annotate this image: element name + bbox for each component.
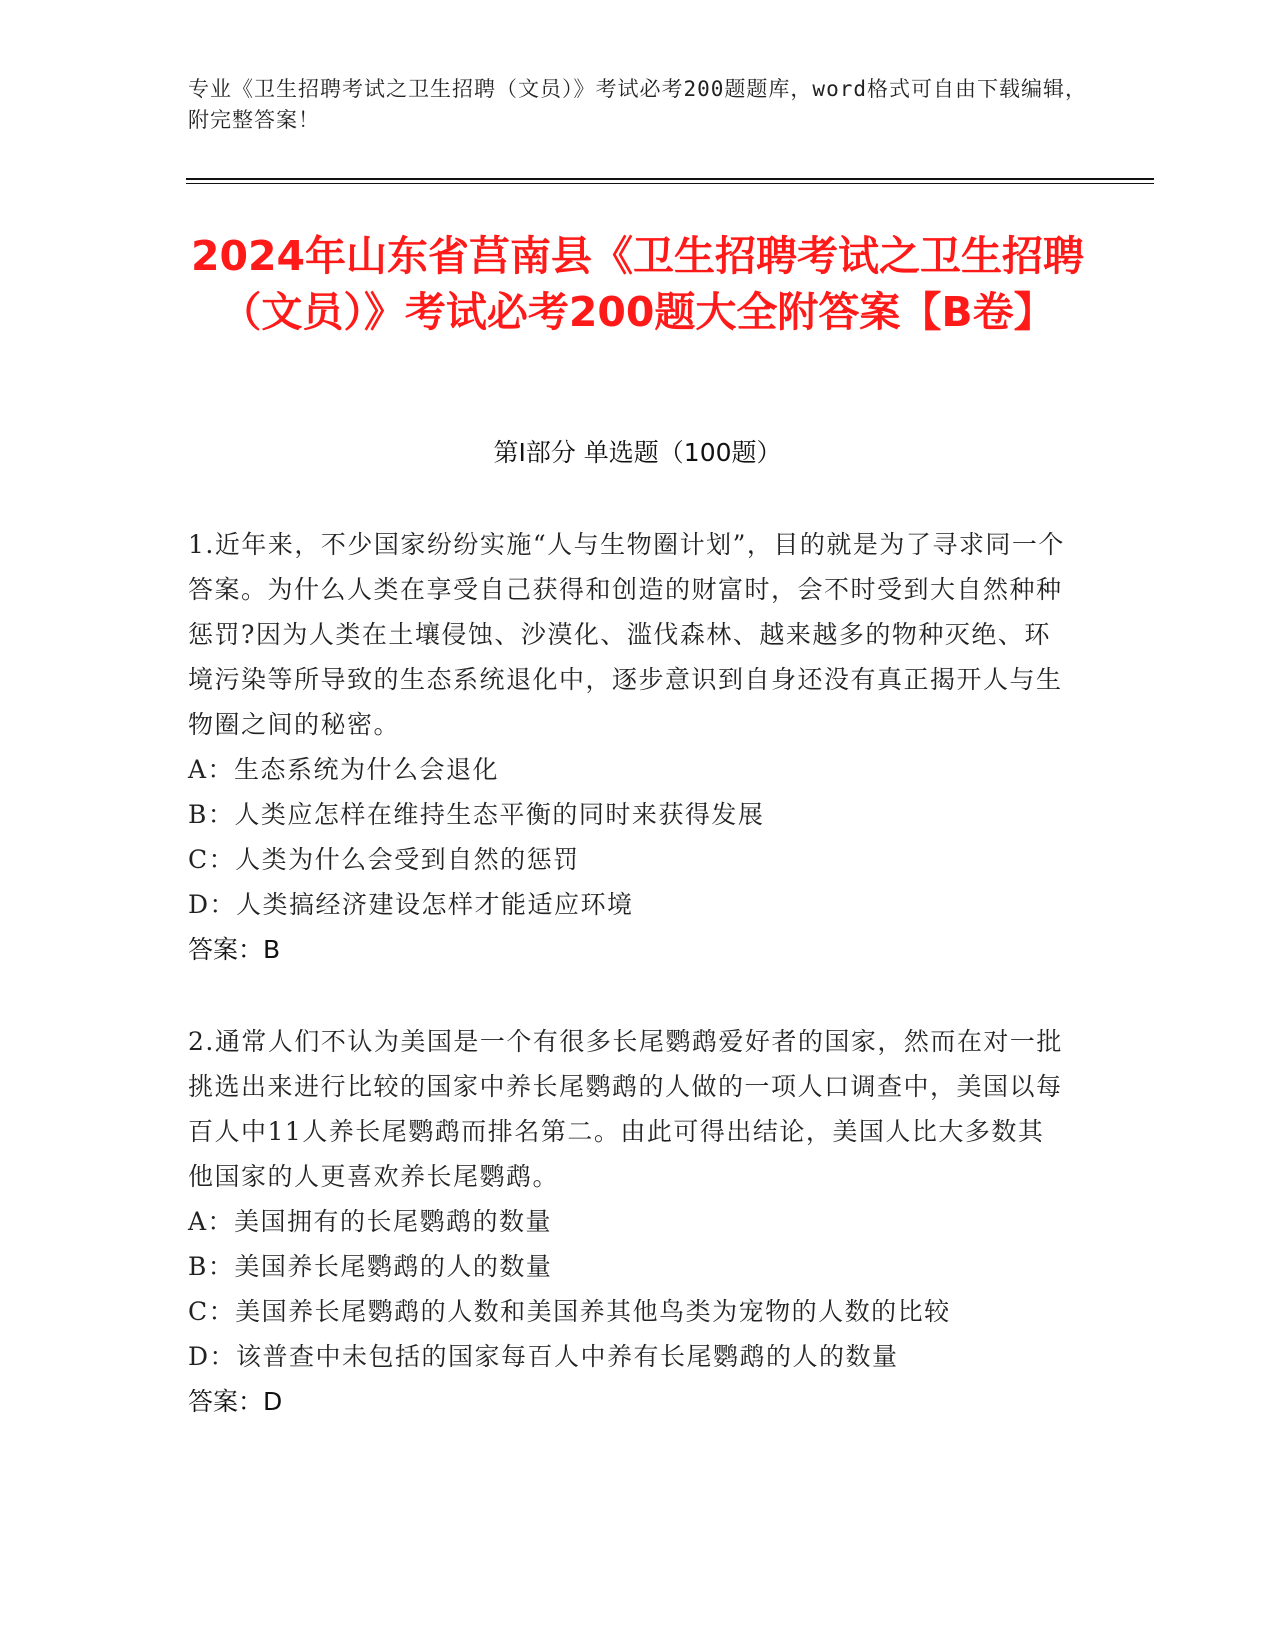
- option-d: D：该普查中未包括的国家每百人中养有长尾鹦鹉的人的数量: [188, 1342, 899, 1371]
- header-note: 专业《卫生招聘考试之卫生招聘（文员）》考试必考200题题库，word格式可自由下载编辑，附完整答案！: [188, 77, 1087, 132]
- answer: 答案：D: [188, 1387, 283, 1416]
- question-block: [188, 1019, 1068, 1424]
- question-text: 1.近年来，不少国家纷纷实施“人与生物圈计划”，目的就是为了寻求同一个答案。为什么人类在享受自己获得和创造的财富时，会不时受到大自然种种惩罚?因为人类在土壤侵蚀、沙漠化、滥伐森林、越来越多的物种灭绝、环境污染等所导致的生态系统退化中，逐步意识到自身还没有真正揭开人与生物圈之间的秘密。: [188, 530, 1065, 739]
- header-divider-thin: [186, 183, 1154, 184]
- option-b: B：人类应怎样在维持生态平衡的同时来获得发展: [188, 800, 765, 829]
- question-text: 2.通常人们不认为美国是一个有很多长尾鹦鹉爱好者的国家，然而在对一批挑选出来进行比较的国家中养长尾鹦鹉的人做的一项人口调查中，美国以每百人中11人养长尾鹦鹉而排名第二。由此可得出结论，美国人比大多数其他国家的人更喜欢养长尾鹦鹉。: [188, 1027, 1063, 1191]
- option-a: A：美国拥有的长尾鹦鹉的数量: [188, 1207, 553, 1236]
- document-title: 2024年山东省莒南县《卫生招聘考试之卫生招聘（文员）》考试必考200题大全附答案【B卷】: [190, 232, 1085, 336]
- section-title: 第Ⅰ部分 单选题（100题）: [493, 438, 782, 467]
- header-divider-thick: [186, 178, 1154, 180]
- option-c: C：美国养长尾鹦鹉的人数和美国养其他鸟类为宠物的人数的比较: [188, 1297, 951, 1326]
- option-d: D：人类搞经济建设怎样才能适应环境: [188, 890, 634, 919]
- option-a: A：生态系统为什么会退化: [188, 755, 500, 784]
- question-block: [188, 522, 1068, 972]
- option-c: C：人类为什么会受到自然的惩罚: [188, 845, 580, 874]
- option-b: B：美国养长尾鹦鹉的人的数量: [188, 1252, 553, 1281]
- answer: 答案：B: [188, 935, 281, 964]
